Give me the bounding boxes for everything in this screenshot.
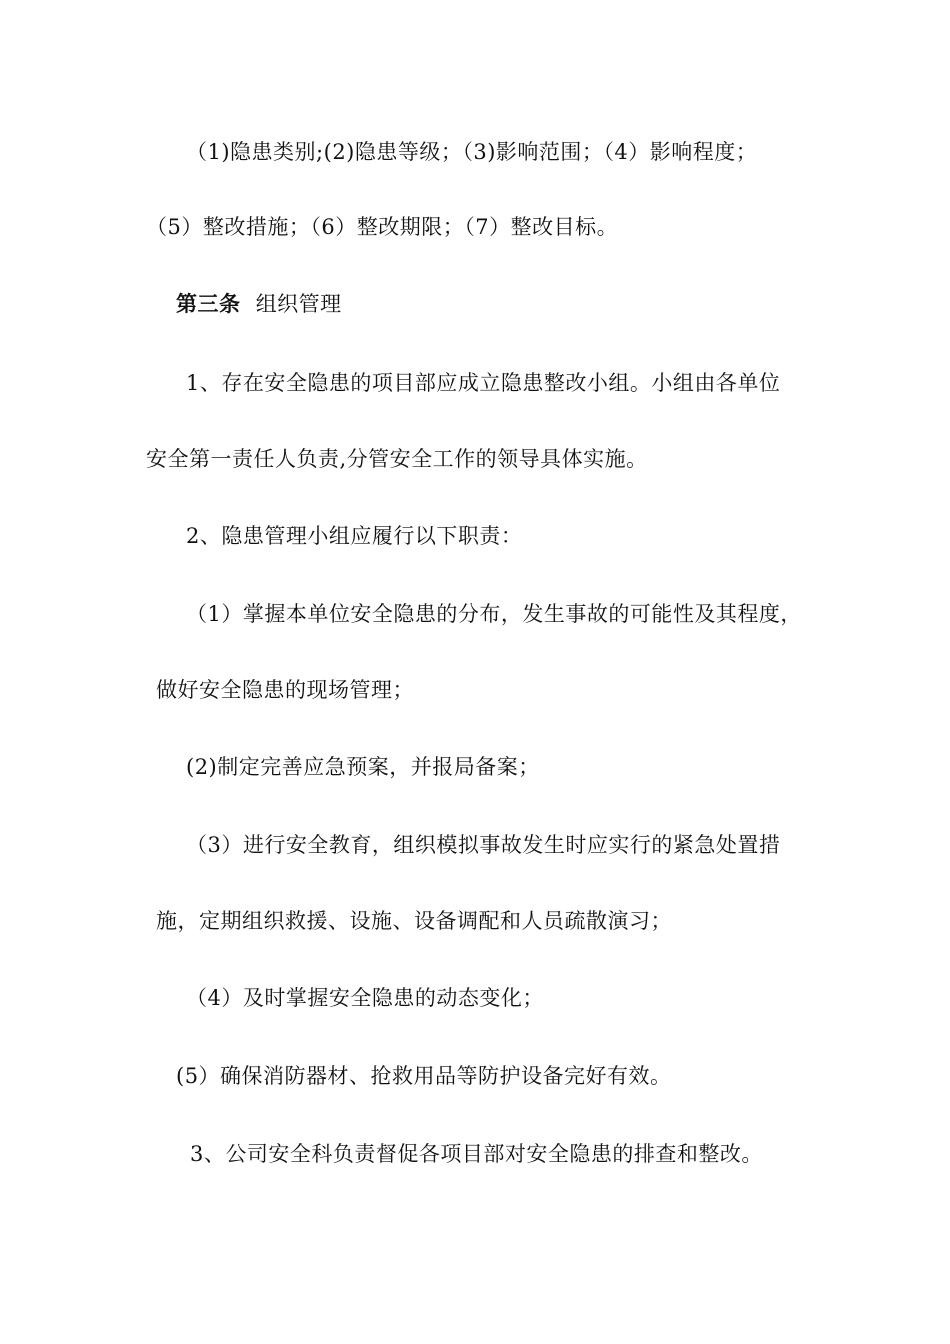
article-number: 第三条 [176, 291, 241, 316]
paragraph-hazard-categories: （1)隐患类别;(2)隐患等级；（3)影响范围；（4）影响程度； [186, 140, 758, 164]
paragraph-item-1-line-1: 1、存在安全隐患的项目部应成立隐患整改小组。小组由各单位 [186, 371, 781, 395]
paragraph-duty-3-line-2: 施，定期组织救援、设施、设备调配和人员疏散演习； [156, 909, 672, 933]
paragraph-item-1-line-2: 安全第一责任人负责,分管安全工作的领导具体实施。 [146, 447, 648, 471]
paragraph-hazard-categories-continued: （5）整改措施；（6）整改期限；（7）整改目标。 [146, 215, 619, 239]
paragraph-duty-4: （4）及时掌握安全隐患的动态变化； [186, 986, 544, 1010]
paragraph-duty-5: (5）确保消防器材、抢救用品等防护设备完好有效。 [176, 1064, 672, 1088]
paragraph-item-2: 2、隐患管理小组应履行以下职责： [186, 524, 523, 548]
paragraph-duty-3-line-1: （3）进行安全教育，组织模拟事故发生时应实行的紧急处置措 [186, 833, 781, 857]
paragraph-item-3: 3、公司安全科负责督促各项目部对安全隐患的排查和整改。 [190, 1142, 763, 1166]
paragraph-duty-1-line-2: 做好安全隐患的现场管理； [156, 678, 414, 702]
paragraph-duty-1-line-1: （1）掌握本单位安全隐患的分布，发生事故的可能性及其程度， [186, 602, 802, 626]
article-heading [176, 290, 342, 318]
paragraph-duty-2: (2)制定完善应急预案，并报局备案； [186, 755, 540, 779]
article-title: 组织管理 [255, 292, 342, 316]
